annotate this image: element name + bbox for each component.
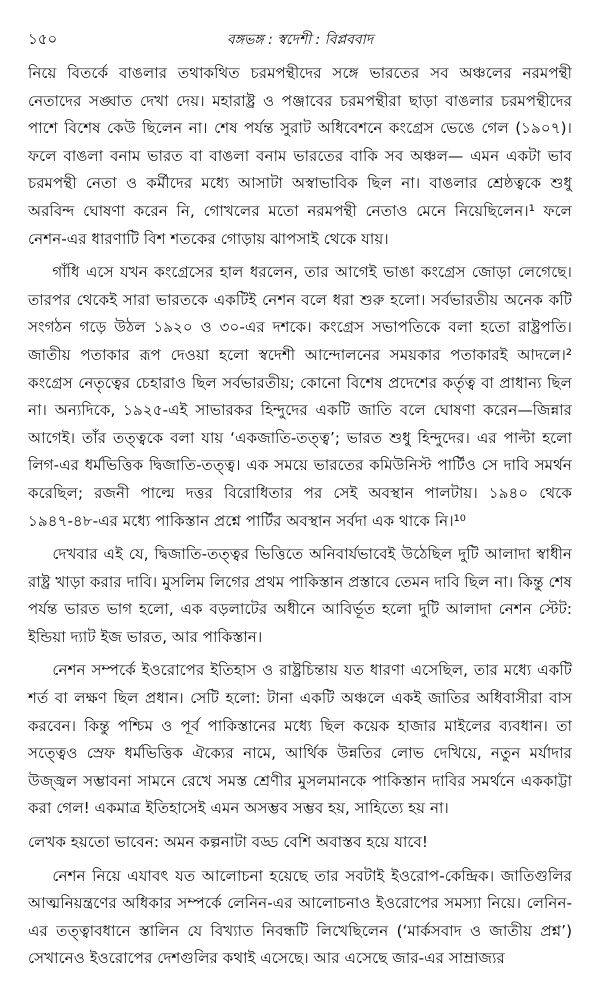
page-header — [28, 28, 572, 54]
running-title: বঙ্গভঙ্গ : স্বদেশী : বিপ্লববাদ — [226, 32, 374, 48]
paragraph-6: নেশন নিয়ে এযাবৎ যত আলোচনা হয়েছে তার সবটাই ইওরোপ-কেন্দ্রিক। জাতিগুলির আত্মনিয়ন্ত্রণের অধিকার সম্পর্কে লেনিন-এর আলোচনাও ইওরোপের সমস্যা নিয়ে। লেনিন-এর তত্ত্বাবধানে স্তালিন যে বিখ্যাত নিবন্ধটি লিখেছিলেন (‘মার্কসবাদ ও জাতীয় প্রশ্ন’) সেখানেও ইওরোপের দেশগুলির কথাই এসেছে। আর এসেছে জার-এর সাম্রাজ্যর — [28, 866, 572, 968]
paragraph-2: গাঁধি এসে যখন কংগ্রেসের হাল ধরলেন, তার আগেই ভাঙা কংগ্রেস জোড়া লেগেছে। তারপর থেকেই সারা ভারতকে একটিই নেশন বলে ধরা শুরু হলো। সর্বভারতীয় অনেক কটি সংগঠন গড়ে উঠল ১৯২০ ও ৩০-এর দশকে। কংগ্রেস সভাপতিকে বলা হতো রাষ্ট্রপতি। জাতীয় পতাকার রূপ দেওয়া হলো স্বদেশী আন্দোলনের সময়কার পতাকারই আদলে।² কংগ্রেস নেতৃত্বের চেহারাও ছিল সর্বভারতীয়; কোনো বিশেষ প্রদেশের কর্তৃত্ব বা প্রাধান্য ছিল না। অন্যদিকে, ১৯২৫-এই সাভারকর হিন্দুদের একটি জাতি বলে ঘোষণা করেন—জিন্নার আগেই। তাঁর তত্ত্বকে বলা যায় ‘একজাতি-তত্ত্ব’; ভারত শুধু হিন্দুদের। এর পাল্টা হলো লিগ-এর ধর্মভিত্তিক দ্বিজাতি-তত্ত্ব। এক সময়ে ভারতের কমিউনিস্ট পার্টিও সে দাবি সমর্থন করেছিল; রজনী পাল্মে দত্তর বিরোধিতার পর সেই অবস্থান পালটায়। ১৯৪০ থেকে ১৯৪৭-৪৮-এর মধ্যে পাকিস্তান প্রশ্নে পার্টির অবস্থান সর্বদা এক থাকে নি।¹⁰ — [28, 263, 572, 530]
paragraph-1: নিয়ে বিতর্কে বাঙলার তথাকথিত চরমপন্থীদের সঙ্গে ভারতের সব অঞ্চলের নরমপন্থী নেতাদের সঙ্ঘাত দেখা দেয়। মহারাষ্ট্র ও পঞ্জাবের চরমপন্থীরা ছাড়া বাঙলার চরমপন্থীদের পাশে বিশেষ কেউ ছিলেন না। শেষ পর্যন্ত সুরাট অধিবেশনে কংগ্রেস ভেঙে গেল (১৯০৭)। ফলে বাঙলা বনাম ভারত বা বাঙলা বনাম ভারতের বাকি সব অঞ্চল— এমন একটা ভাব চরমপন্থী নেতা ও কর্মীদের মধ্যে আসাটা অস্বাভাবিক ছিল না। বাঙলার শ্রেষ্ঠত্বকে শুধু অরবিন্দ ঘোষণা করেন নি, গোখলের মতো নরমপন্থী নেতাও মেনে নিয়েছিলেন।¹ ফলে নেশন-এর ধারণাটি বিশ শতকের গোড়ায় ঝাপসাই থেকে যায়। — [28, 64, 572, 248]
page-number: ১৫০ — [28, 30, 58, 48]
paragraph-4: নেশন সম্পর্কে ইওরোপের ইতিহাস ও রাষ্ট্রচিন্তায় যত ধারণা এসেছিল, তার মধ্যে একটি শর্ত বা লক্ষণ ছিল প্রধান। সেটি হলো: টানা একটি অঞ্চলে একই জাতির অধিবাসীরা বাস করবেন। কিন্তু পশ্চিম ও পূর্ব পাকিস্তানের মধ্যে ছিল কয়েক হাজার মাইলের ব্যবধান। তা সত্ত্বেও স্রেফ ধর্মভিত্তিক ঐক্যের নামে, আর্থিক উন্নতির লোভ দেখিয়ে, নতুন মর্যাদার উজ্জ্বল সম্ভাবনা সামনে রেখে সমস্ত শ্রেণীর মুসলমানকে পাকিস্তান দাবির সমর্থনে এককাট্টা করা গেল! একমাত্র ইতিহাসেই এমন অসম্ভব সম্ভব হয়, সাহিত্যে হয় না। — [28, 661, 572, 818]
body-text — [28, 60, 572, 973]
paragraph-3: দেখবার এই যে, দ্বিজাতি-তত্ত্বর ভিত্তিতে অনিবার্যভাবেই উঠেছিল দুটি আলাদা স্বাধীন রাষ্ট্র খাড়া করার দাবি। মুসলিম লিগের প্রথম পাকিস্তান প্রস্তাবে তেমন দাবি ছিল না। কিন্তু শেষ পর্যন্ত ভারত ভাগ হলো, এক বড়লাটের অধীনে আবির্ভূত হলো দুটি আলাদা নেশন স্টেট: ইন্ডিয়া দ্যাট ইজ ভারত, আর পাকিস্তান। — [28, 545, 572, 646]
paragraph-5: লেখক হয়তো ভাবেন: অমন কল্পনাটা বড্ড বেশি অবাস্তব হয়ে যাবে! — [28, 833, 428, 852]
